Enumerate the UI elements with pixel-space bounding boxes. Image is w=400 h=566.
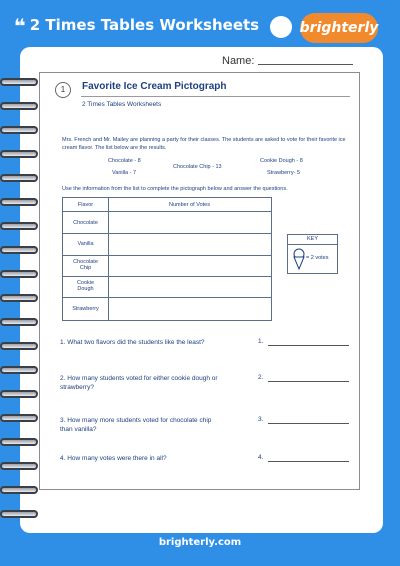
spiral-ring (0, 390, 38, 398)
answer-4-line[interactable] (268, 461, 349, 462)
intro-paragraph: Mrs. French and Mr. Mailey are planning a party for their classes. The students are asked to vote for their favorite ice cream flavor. The list below are the results. (62, 137, 346, 151)
pictograph-row-divider (63, 297, 271, 298)
answer-4-number: 4. (258, 454, 264, 461)
key-title: KEY (288, 235, 337, 245)
title-divider (81, 96, 350, 97)
spiral-ring (0, 78, 38, 86)
spiral-ring (0, 222, 38, 230)
pictograph-col-votes: Number of Votes (169, 202, 210, 208)
pictograph-row-label: Chocolate (73, 220, 98, 226)
spiral-ring (0, 366, 38, 374)
spiral-ring (0, 150, 38, 158)
pictograph-row-label: Cookie Dough (76, 280, 95, 292)
pictograph-column-divider (108, 198, 109, 320)
question-4: 4. How many votes were there in all? (60, 455, 167, 462)
spiral-ring (0, 438, 38, 446)
footer-site-link[interactable]: brighterly.com (158, 537, 242, 548)
vote-strawberry: Strawberry- 5 (267, 170, 301, 176)
pictograph-table (62, 197, 272, 321)
header-circle-decoration (270, 16, 292, 38)
spiral-ring (0, 270, 38, 278)
pictograph-row-label: Chocolate Chip (73, 259, 98, 271)
spiral-ring (0, 198, 38, 206)
vote-cookie-dough: Cookie Dough - 8 (260, 158, 303, 164)
worksheet-subtitle: 2 Times Tables Worksheets (82, 101, 162, 108)
vote-vanilla: Vanilla - 7 (112, 170, 137, 176)
worksheet-title: Favorite Ice Cream Pictograph (82, 81, 227, 92)
vote-chocolate-chip: Chocolate Chip - 13 (173, 164, 222, 170)
spiral-ring (0, 342, 38, 350)
quote-icon: ❝ (14, 14, 26, 38)
ice-cream-cone-icon (292, 248, 306, 270)
pictograph-row-label: Vanilla (77, 241, 94, 247)
spiral-ring (0, 486, 38, 494)
spiral-ring (0, 246, 38, 254)
key-value: = 2 votes (306, 255, 329, 261)
spiral-ring (0, 174, 38, 182)
pictograph-col-flavor: Flavor (77, 202, 94, 208)
spiral-ring (0, 294, 38, 302)
spiral-ring (0, 510, 38, 518)
worksheet-number: 1 (55, 82, 71, 98)
pictograph-key (287, 234, 338, 274)
instruction-text: Use the information from the list to complete the pictograph below and answer the questions. (62, 186, 288, 192)
spiral-ring (0, 414, 38, 422)
header-title (14, 14, 259, 38)
answer-3-number: 3. (258, 416, 264, 423)
answer-3-line[interactable] (268, 423, 349, 424)
pictograph-row-divider (63, 255, 271, 256)
question-2: 2. How many students voted for either cookie dough or strawberry? (60, 375, 218, 391)
spiral-ring (0, 102, 38, 110)
pictograph-row-divider (63, 233, 271, 234)
answer-2-number: 2. (258, 374, 264, 381)
spiral-ring (0, 318, 38, 326)
spiral-ring (0, 126, 38, 134)
pictograph-row-divider (63, 276, 271, 277)
answer-1-number: 1. (258, 338, 264, 345)
pictograph-row-label: Strawberry (72, 306, 99, 312)
name-field-line[interactable] (258, 64, 353, 65)
vote-chocolate: Chocolate - 8 (108, 158, 141, 164)
question-1: 1. What two flavors did the students like the least? (60, 339, 205, 346)
brand-logo[interactable]: brighterly (300, 13, 378, 43)
header-title-text: 2 Times Tables Worksheets (29, 16, 260, 34)
question-3: 3. How many more students voted for chocolate chip than vanilla? (60, 417, 212, 433)
answer-1-line[interactable] (268, 345, 349, 346)
spiral-ring (0, 462, 38, 470)
name-label: Name: (222, 55, 255, 67)
answer-2-line[interactable] (268, 381, 349, 382)
